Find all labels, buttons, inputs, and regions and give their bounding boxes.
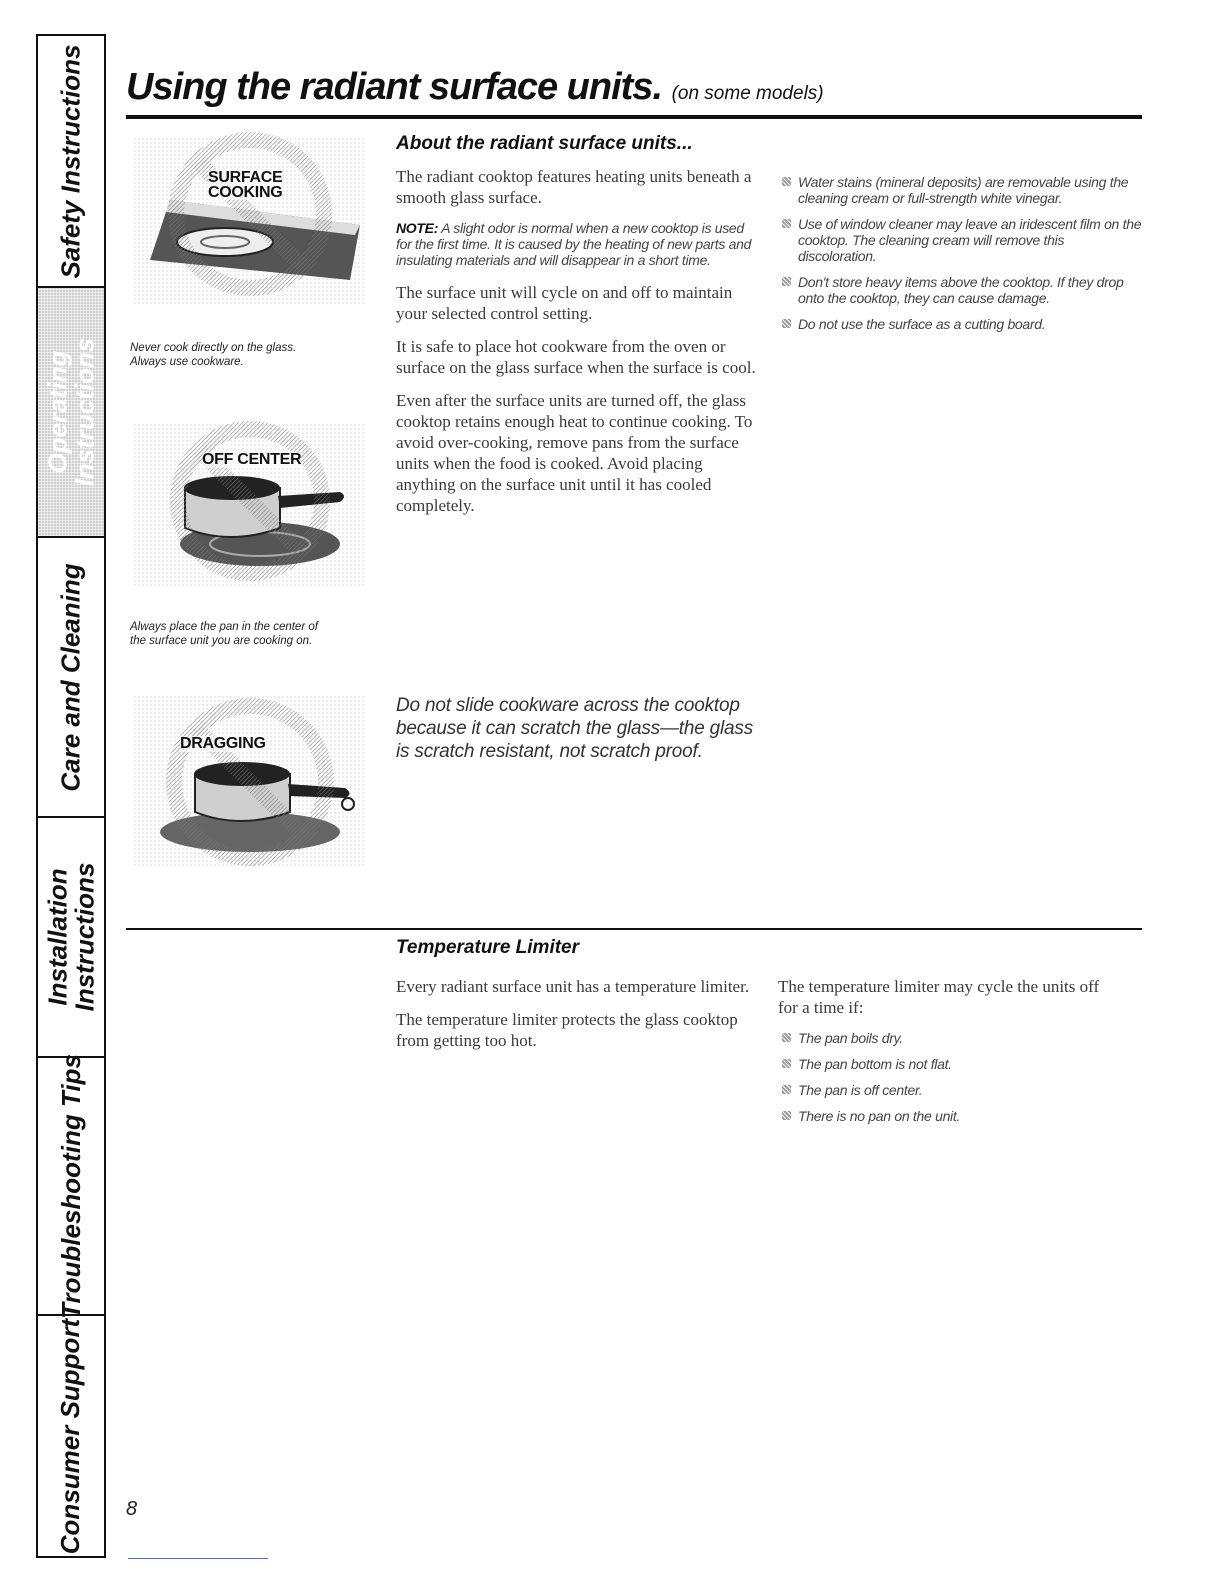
- figure-caption: [130, 620, 318, 648]
- body-paragraph: The temperature limiter protects the glass cooktop from getting too hot.: [396, 1010, 738, 1050]
- figure-label-line: SURFACE: [208, 169, 283, 186]
- off-center-drawing: [130, 416, 370, 596]
- figure-label-line: COOKING: [208, 184, 283, 201]
- side-tab-consumer-support[interactable]: [38, 1316, 104, 1556]
- limiter-conditions-column: [778, 976, 1118, 1134]
- care-tips-column: [778, 174, 1143, 342]
- surface-cooking-drawing: [130, 130, 370, 310]
- side-tab-label: Installation Instructions: [42, 862, 99, 1012]
- limiter-heading: Temperature Limiter: [396, 937, 580, 958]
- list-item: [778, 274, 1143, 306]
- page-title: [126, 66, 824, 109]
- dragging-warning-text: Do not slide cookware across the cooktop because it can scratch the glass—the glass is scratch resistant, not scratch proof.: [396, 695, 754, 762]
- figure-label: [208, 170, 282, 200]
- side-tab-label: Troubleshooting Tips: [55, 1053, 86, 1319]
- page-subtitle: (on some models): [671, 83, 824, 104]
- list-item: [778, 316, 1143, 332]
- care-tips-list: [778, 174, 1143, 332]
- list-item: [778, 216, 1143, 264]
- note-paragraph: [396, 220, 756, 268]
- bullet-icon: [782, 277, 791, 286]
- side-tab-label: Care and Cleaning: [55, 562, 86, 792]
- section-divider: [126, 928, 1142, 930]
- side-tab-label: Safety Instructions: [55, 43, 86, 279]
- list-item-text: The pan is off center.: [798, 1082, 923, 1098]
- about-text-column: [396, 166, 756, 528]
- side-tab-safety-instructions[interactable]: [38, 36, 104, 288]
- side-tab-operating-instructions[interactable]: [38, 288, 104, 538]
- about-heading: About the radiant surface units...: [396, 133, 693, 154]
- bullet-icon: [782, 1059, 791, 1068]
- list-item-text: Water stains (mineral deposits) are removable using the cleaning cream or full-strength white vinegar.: [798, 174, 1129, 206]
- list-item: [778, 1108, 1118, 1124]
- list-item-text: The pan boils dry.: [798, 1030, 903, 1046]
- bullet-icon: [782, 219, 791, 228]
- bullet-icon: [782, 319, 791, 328]
- list-item-text: Don't store heavy items above the cooktop. If they drop onto the cooktop, they can cause damage.: [798, 274, 1124, 306]
- note-label: NOTE:: [396, 220, 439, 236]
- body-paragraph: The radiant cooktop features heating units beneath a smooth glass surface.: [396, 167, 752, 207]
- limiter-conditions-list: [778, 1030, 1118, 1124]
- figure-label: DRAGGING: [180, 735, 266, 752]
- body-paragraph: It is safe to place hot cookware from the oven or surface on the glass surface when the surface is cool.: [396, 337, 756, 377]
- header-rule: [126, 115, 1142, 119]
- list-item: [778, 1030, 1118, 1046]
- page-number: 8: [126, 1498, 138, 1520]
- body-paragraph: Every radiant surface unit has a temperature limiter.: [396, 977, 750, 996]
- side-tab-troubleshooting-tips[interactable]: [38, 1053, 104, 1319]
- body-paragraph: The temperature limiter may cycle the units off for a time if:: [778, 977, 1100, 1017]
- off-center-illustration: [130, 416, 370, 596]
- bullet-icon: [782, 177, 791, 186]
- body-paragraph: Even after the surface units are turned off, the glass cooktop retains enough heat to continue cooking. To avoid over-cooking, remove pans from the surface units when the food is cooked. Avoid placing anything on the surface unit until it has cooled completely.: [396, 391, 753, 515]
- dragging-drawing: [130, 692, 370, 872]
- limiter-text-column: [396, 976, 756, 1063]
- bullet-icon: [782, 1033, 791, 1042]
- body-paragraph: The surface unit will cycle on and off to maintain your selected control setting.: [396, 283, 733, 323]
- page-title-main: Using the radiant surface units.: [126, 66, 662, 108]
- side-tab-label: Operating Instructions: [42, 337, 100, 487]
- list-item: [778, 174, 1143, 206]
- list-item: [778, 1082, 1118, 1098]
- surface-cooking-illustration: [130, 130, 370, 310]
- side-nav: [36, 34, 106, 1558]
- list-item-text: Do not use the surface as a cutting board.: [798, 316, 1046, 332]
- caption-line: the surface unit you are cooking on.: [130, 635, 313, 647]
- list-item-text: There is no pan on the unit.: [798, 1108, 961, 1124]
- figure-label: OFF CENTER: [202, 451, 302, 468]
- list-item-text: Use of window cleaner may leave an iridescent film on the cooktop. The cleaning cream will remove this discoloration.: [798, 216, 1142, 264]
- side-tab-label: Consumer Support: [55, 1318, 86, 1554]
- side-tab-installation-instructions[interactable]: [38, 818, 104, 1058]
- note-text: A slight odor is normal when a new cooktop is used for the first time. It is caused by the heating of new parts and insulating materials and will disappear in a short time.: [396, 220, 752, 268]
- dragging-illustration: [130, 692, 370, 872]
- list-item: [778, 1056, 1118, 1072]
- side-tab-care-and-cleaning[interactable]: [38, 538, 104, 818]
- footer-rule: [128, 1558, 268, 1559]
- bullet-icon: [782, 1111, 791, 1120]
- caption-line: Always place the pan in the center of: [130, 621, 318, 633]
- bullet-icon: [782, 1085, 791, 1094]
- list-item-text: The pan bottom is not flat.: [798, 1056, 952, 1072]
- figure-caption: [130, 341, 296, 369]
- caption-line: Always use cookware.: [130, 356, 244, 368]
- caption-line: Never cook directly on the glass.: [130, 342, 297, 354]
